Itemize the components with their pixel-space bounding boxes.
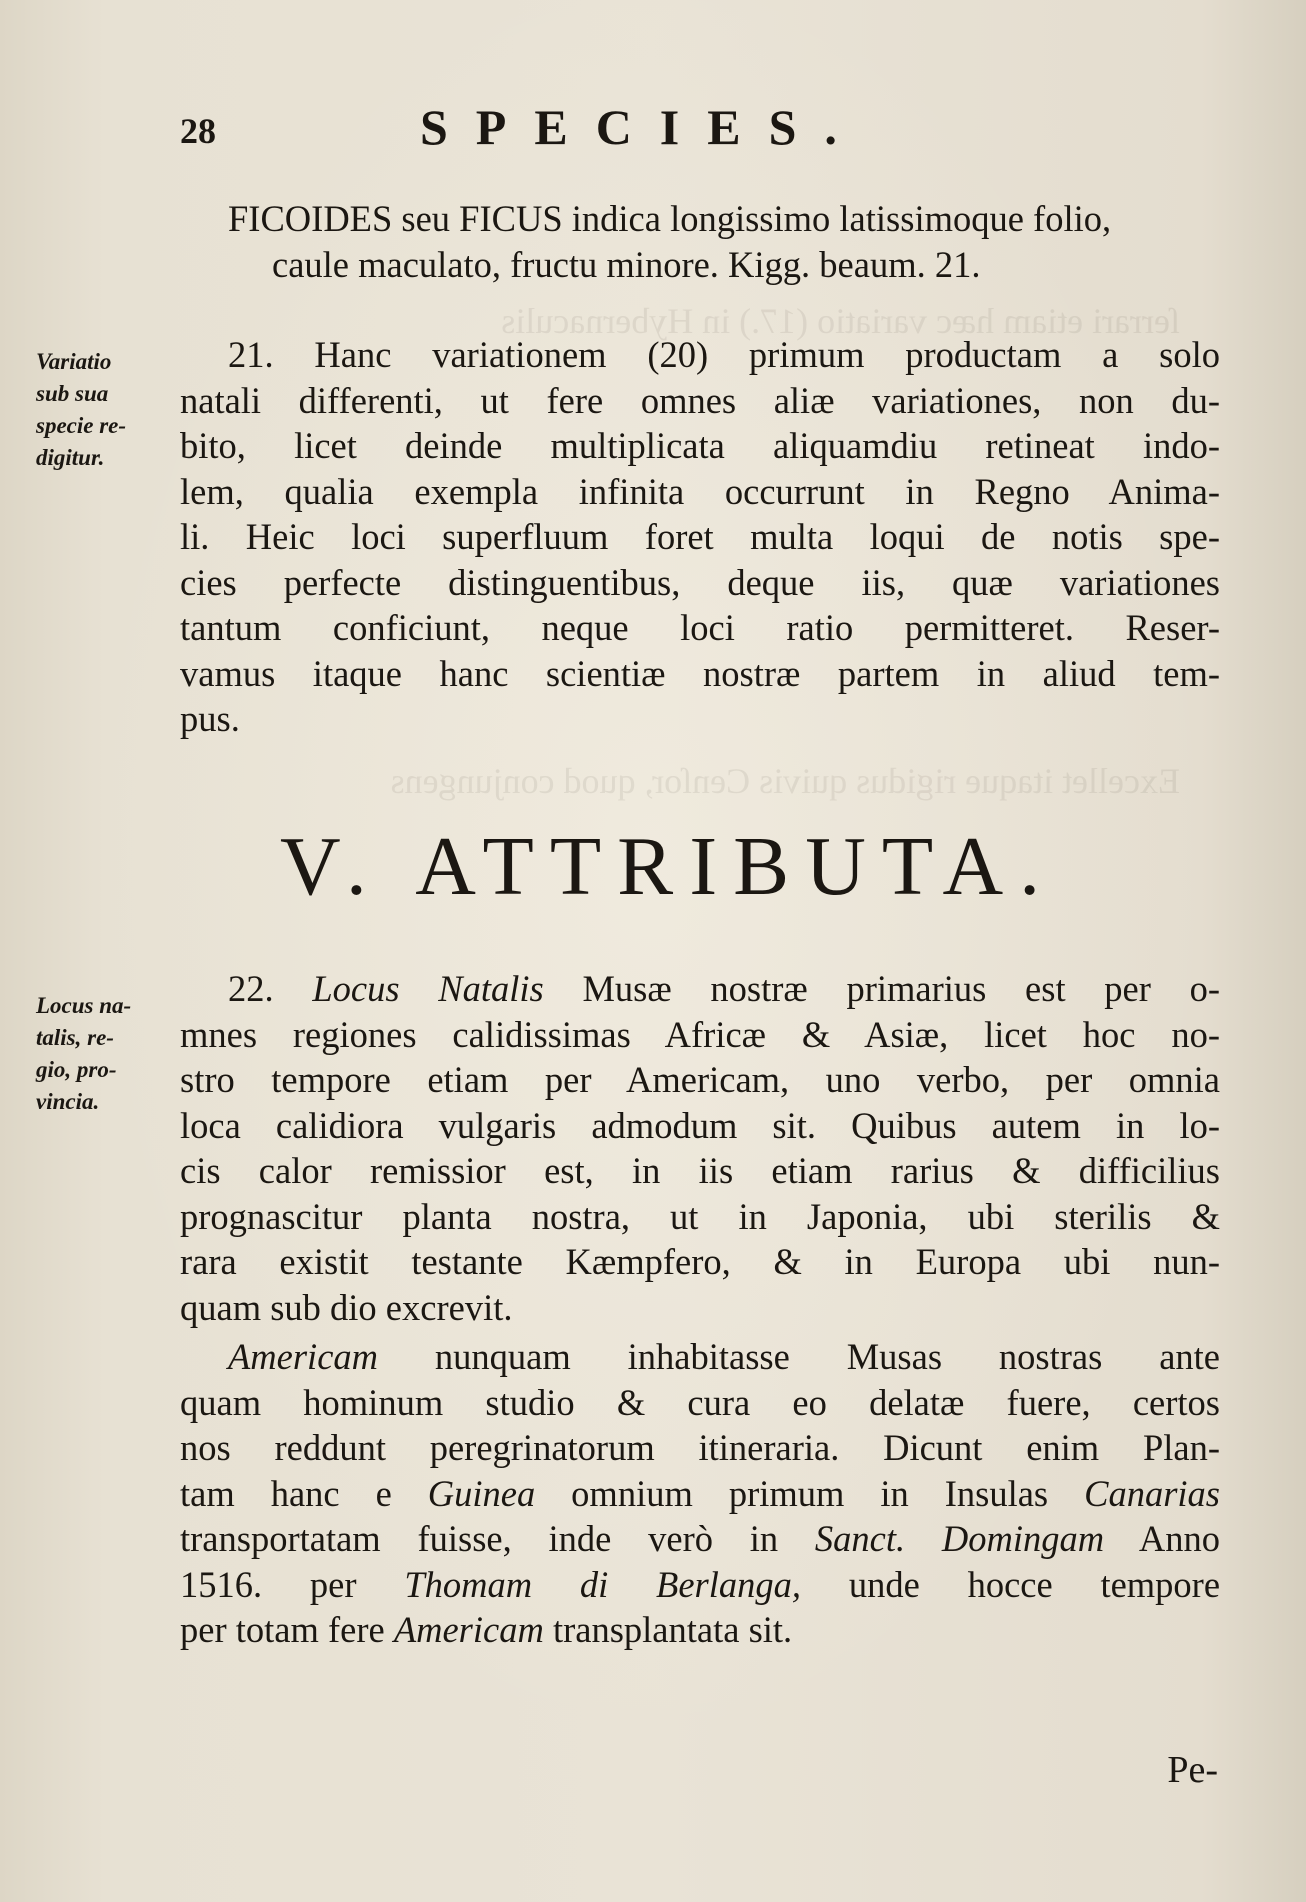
margin-note-line: talis, re- — [36, 1025, 114, 1050]
italic-word: Guinea — [427, 1472, 536, 1514]
paragraph-line — [180, 1334, 1220, 1380]
italic-word: Americam — [228, 1336, 379, 1377]
paragraph-line — [180, 966, 1220, 1012]
margin-note-line: Variatio — [36, 349, 112, 374]
paragraph-line: vamus itaque hanc scientiæ nostræ partem in aliud tem- — [180, 652, 1220, 694]
margin-note-line: sub sua — [36, 381, 109, 406]
paragraph-line: mnes regiones calidissimas Africæ & Asiæ, licet hoc no- — [180, 1013, 1220, 1055]
paragraph-americam — [180, 1334, 1220, 1653]
paragraph-line: tantum conficiunt, neque loci ratio permitteret. Reser- — [180, 607, 1220, 648]
entry-ficoides — [180, 196, 1220, 287]
italic-word: Canarias — [1084, 1472, 1220, 1514]
paragraph-line: stro tempore etiam per Americam, uno verbo, per omnia — [180, 1059, 1220, 1100]
paragraph-line: cis calor remissior est, in iis etiam rarius & difficilius — [180, 1150, 1220, 1191]
margin-note-line: gio, pro- — [36, 1057, 117, 1082]
paragraph-number: 22. — [228, 968, 274, 1009]
paragraph-line: natali differenti, ut fere omnes aliæ variationes, non du- — [180, 379, 1220, 421]
line-part: transplantata sit. — [552, 1609, 793, 1650]
paragraph-line: loca calidiora vulgaris admodum sit. Quibus autem in lo- — [180, 1104, 1220, 1146]
paragraph-line: li. Heic loci superfluum foret multa loqui de notis spe- — [180, 516, 1220, 557]
line-part: transportatam fuisse, inde verò in — [180, 1518, 779, 1559]
paragraph-line — [180, 1607, 1220, 1653]
paragraph-line: prognascitur planta nostra, ut in Japonia, ubi sterilis & — [180, 1195, 1220, 1237]
line-part: Anno — [1138, 1518, 1221, 1559]
paragraph-line — [180, 1562, 1220, 1608]
italic-word: Americam — [393, 1609, 544, 1650]
entry-ficoides-line-2: caule maculato, fructu minore. Kigg. beaum. 21. — [272, 243, 981, 285]
paragraph-line — [180, 1471, 1220, 1517]
paragraph-line — [180, 1516, 1220, 1562]
entry-ficoides-line-1: FICOIDES seu FICUS indica longissimo latissimoque folio, — [228, 198, 1112, 239]
running-head — [180, 98, 1220, 158]
margin-note-line: Locus na- — [36, 993, 132, 1018]
show-through-text: ſerrari etiam hæc variatio (17.) in Hybernaculis — [501, 301, 1180, 341]
margin-note-variatio — [36, 346, 168, 474]
page-number: 28 — [180, 111, 216, 151]
margin-note-locus — [36, 990, 168, 1118]
catchword: Pe- — [1167, 1749, 1218, 1791]
line-part: per totam fere — [180, 1609, 385, 1650]
line-rest: nunquam inhabitasse Musas nostras ante — [434, 1336, 1220, 1377]
paragraph-line: quam hominum studio & cura eo delatæ fuere, certos — [180, 1381, 1220, 1423]
paragraph-line: quam sub dio excrevit. — [180, 1286, 513, 1328]
margin-note-line: specie re- — [36, 413, 127, 438]
paragraph-line: bito, licet deinde multiplicata aliquamdiu retineat indo- — [180, 425, 1220, 466]
margin-note-line: vincia. — [36, 1089, 100, 1114]
section-heading: V. ATTRIBUTA. — [280, 820, 1057, 913]
running-title: SPECIES. — [420, 99, 865, 155]
paragraph-line: nos reddunt peregrinatorum itineraria. Dicunt enim Plan- — [180, 1427, 1220, 1468]
line-part: unde hocce tempore — [848, 1563, 1221, 1605]
paragraph-line: cies perfecte distinguentibus, deque iis, quæ variationes — [180, 561, 1220, 603]
line-part: omnium primum in Insulas — [571, 1472, 1049, 1514]
line-rest: Musæ nostræ primarius est per o- — [582, 968, 1221, 1009]
paragraph-line: rara existit testante Kæmpfero, & in Europa ubi nun- — [180, 1241, 1220, 1282]
paragraph-21 — [180, 332, 1220, 742]
line-part: tam hanc e — [180, 1472, 392, 1514]
line-part: 1516. per — [180, 1563, 357, 1605]
show-through-text: Excellet itaque rigidus quivis Cenſor, quod conjungens — [390, 761, 1180, 801]
paragraph-line: 21. Hanc variationem (20) primum productam a solo — [228, 334, 1220, 375]
italic-word: Sanct. Domingam — [814, 1518, 1105, 1559]
paragraph-22 — [180, 966, 1220, 1330]
paragraph-line: lem, qualia exempla infinita occurrunt in Regno Anima- — [180, 470, 1220, 512]
margin-note-line: digitur. — [36, 445, 105, 470]
italic-lead: Locus Natalis — [312, 968, 544, 1009]
paragraph-line: pus. — [180, 698, 240, 739]
italic-word: Thomam di Berlanga, — [404, 1563, 802, 1605]
